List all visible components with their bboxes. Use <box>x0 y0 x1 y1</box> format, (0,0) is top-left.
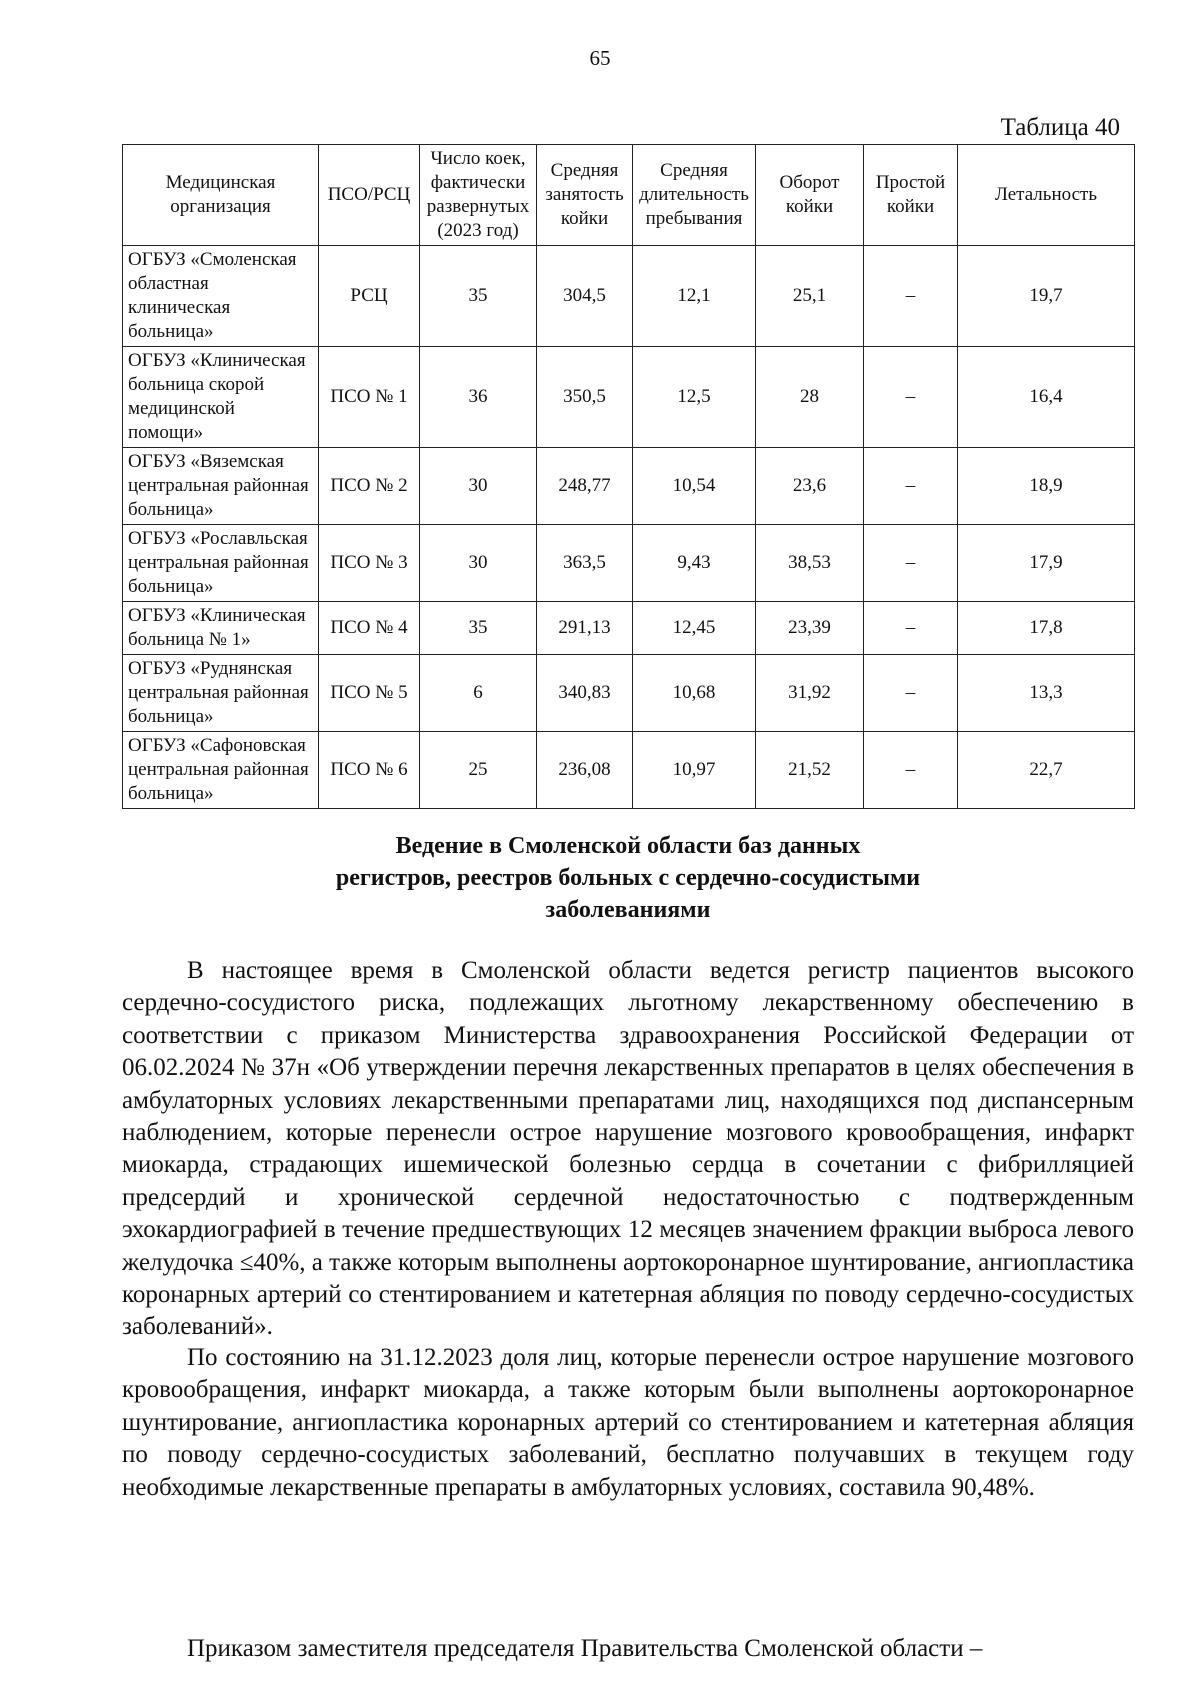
table-cell: – <box>864 732 958 809</box>
table-row <box>123 602 1135 655</box>
column-header: Число коек, фактически развернутых (2023 год) <box>420 145 537 246</box>
table-cell: 25,1 <box>756 246 864 347</box>
table-cell-organization: ОГБУЗ «Вяземская центральная районная больница» <box>123 448 319 525</box>
section-heading-line: регистров, реестров больных с сердечно-сосудистыми <box>335 865 921 891</box>
table-cell-organization: ОГБУЗ «Клиническая больница скорой медицинской помощи» <box>123 347 319 448</box>
column-header: Оборот койки <box>756 145 864 246</box>
table-cell: 19,7 <box>958 246 1135 347</box>
column-header: Летальность <box>958 145 1135 246</box>
section-heading <box>122 830 1134 926</box>
table-cell-organization: ОГБУЗ «Клиническая больница № 1» <box>123 602 319 655</box>
table-cell: 248,77 <box>537 448 633 525</box>
table-row <box>123 732 1135 809</box>
table-cell: 12,45 <box>633 602 756 655</box>
section-heading-line: Ведение в Смоленской области баз данных <box>395 833 861 859</box>
table-row <box>123 448 1135 525</box>
table-cell: 21,52 <box>756 732 864 809</box>
table-cell: – <box>864 655 958 732</box>
section-heading-line: заболеваниями <box>545 897 711 923</box>
table-row <box>123 655 1135 732</box>
table-cell: 304,5 <box>537 246 633 347</box>
table-cell: – <box>864 525 958 602</box>
table-body <box>123 246 1135 809</box>
hospital-bed-table <box>122 144 1135 809</box>
table-cell: ПСО № 3 <box>319 525 420 602</box>
table-cell: ПСО № 1 <box>319 347 420 448</box>
table-cell: 28 <box>756 347 864 448</box>
body-paragraph: В настоящее время в Смоленской области ведется регистр пациентов высокого сердечно-сосудистого риска, подлежащих льготному лекарственному обеспечению в соответствии с приказом Министерства здравоохранения Российской Федерации от 06.02.2024 № 37н «Об утверждении перечня лекарственных препаратов в целях обеспечения в амбулаторных условиях лекарственными препаратами лиц, находящихся под диспансерным наблюдением, которые перенесли острое нарушение мозгового кровообращения, инфаркт миокарда, страдающих ишемической болезнью сердца в сочетании с фибрилляцией предсердий и хронической сердечной недостаточностью с подтвержденным эхокардиографией в течение предшествующих 12 месяцев значением фракции выброса левого желудочка ≤40%, а также которым выполнены аортокоронарное шунтирование, ангиопластика коронарных артерий со стентированием и катетерная абляция по поводу сердечно-сосудистых заболеваний». <box>122 957 1134 1341</box>
table-cell: 6 <box>420 655 537 732</box>
table-cell: 17,9 <box>958 525 1135 602</box>
body-paragraph: По состоянию на 31.12.2023 доля лиц, которые перенесли острое нарушение мозгового кровообращения, инфаркт миокарда, а также которым были выполнены аортокоронарное шунтирование, ангиопластика коронарных артерий со стентированием и катетерная абляция по поводу сердечно-сосудистых заболеваний, бесплатно получавших в текущем году необходимые лекарственные препараты в амбулаторных условиях, составила 90,48%. <box>122 1344 1134 1501</box>
table-cell: 23,6 <box>756 448 864 525</box>
table-row <box>123 347 1135 448</box>
table-cell-organization: ОГБУЗ «Руднянская центральная районная больница» <box>123 655 319 732</box>
table-header-row <box>123 145 1135 246</box>
table-cell: 350,5 <box>537 347 633 448</box>
table-cell: 38,53 <box>756 525 864 602</box>
table-row <box>123 246 1135 347</box>
table-cell: РСЦ <box>319 246 420 347</box>
table-cell: 22,7 <box>958 732 1135 809</box>
table-cell: 12,5 <box>633 347 756 448</box>
table-cell: ПСО № 6 <box>319 732 420 809</box>
body-paragraph: Приказом заместителя председателя Правительства Смоленской области – <box>187 1635 983 1662</box>
table-row <box>123 525 1135 602</box>
table-cell: 16,4 <box>958 347 1135 448</box>
table-cell: – <box>864 246 958 347</box>
table-cell-organization: ОГБУЗ «Смоленская областная клиническая больница» <box>123 246 319 347</box>
table-cell: ПСО № 4 <box>319 602 420 655</box>
column-header: Медицинская организация <box>123 145 319 246</box>
table-cell: 30 <box>420 448 537 525</box>
column-header: ПСО/РСЦ <box>319 145 420 246</box>
table-cell: – <box>864 448 958 525</box>
table-caption: Таблица 40 <box>1000 114 1120 141</box>
table-header <box>123 145 1135 246</box>
page-number: 65 <box>589 46 611 70</box>
table-cell: 291,13 <box>537 602 633 655</box>
table-cell: 9,43 <box>633 525 756 602</box>
table-cell: 10,68 <box>633 655 756 732</box>
table-cell: 31,92 <box>756 655 864 732</box>
column-header: Средняя длительность пребывания <box>633 145 756 246</box>
column-header: Простой койки <box>864 145 958 246</box>
column-header: Средняя занятость койки <box>537 145 633 246</box>
table-cell: 23,39 <box>756 602 864 655</box>
table-cell: 236,08 <box>537 732 633 809</box>
table-cell: 18,9 <box>958 448 1135 525</box>
table-cell: 36 <box>420 347 537 448</box>
table-cell: 25 <box>420 732 537 809</box>
table-cell: 340,83 <box>537 655 633 732</box>
table-cell: ПСО № 5 <box>319 655 420 732</box>
table-cell: 17,8 <box>958 602 1135 655</box>
table-cell: – <box>864 602 958 655</box>
table-cell-organization: ОГБУЗ «Рославльская центральная районная больница» <box>123 525 319 602</box>
table-cell: 30 <box>420 525 537 602</box>
table-cell: 12,1 <box>633 246 756 347</box>
table-cell: 13,3 <box>958 655 1135 732</box>
table-cell: 35 <box>420 246 537 347</box>
table-cell: 10,97 <box>633 732 756 809</box>
table-cell-organization: ОГБУЗ «Сафоновская центральная районная больница» <box>123 732 319 809</box>
table-cell: 363,5 <box>537 525 633 602</box>
table-cell: 35 <box>420 602 537 655</box>
table-cell: ПСО № 2 <box>319 448 420 525</box>
table-cell: – <box>864 347 958 448</box>
table-cell: 10,54 <box>633 448 756 525</box>
